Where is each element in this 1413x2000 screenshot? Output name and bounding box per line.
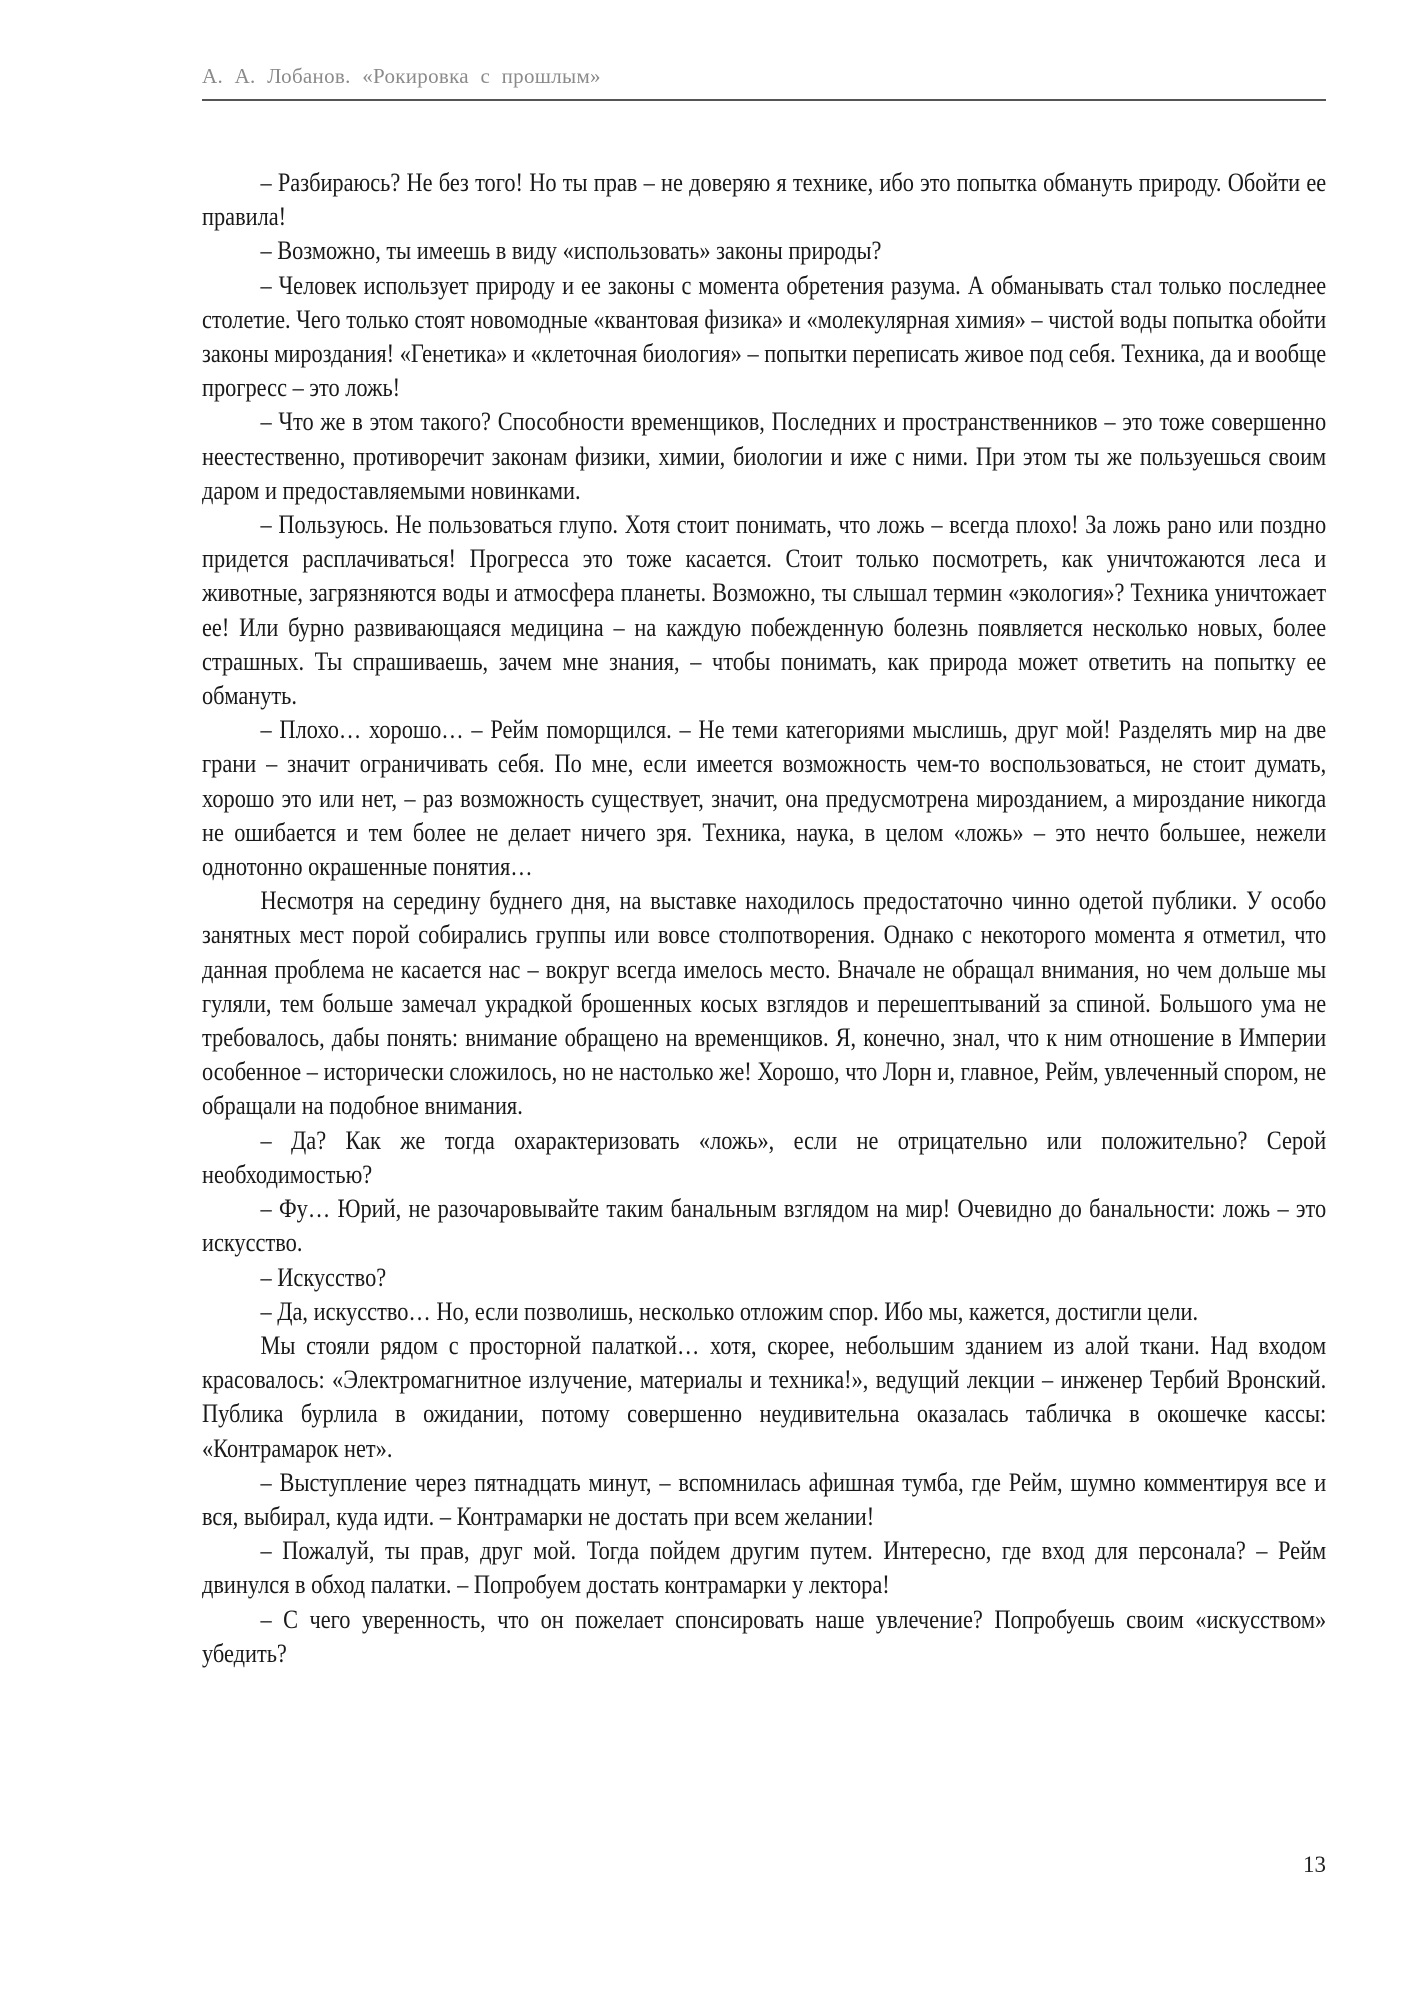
paragraph: – Разбираюсь? Не без того! Но ты прав – не доверяю я технике, ибо это попытка обмануть природу. Обойти ее правила! [202,168,1327,232]
paragraph: – Пожалуй, ты прав, друг мой. Тогда пойдем другим путем. Интересно, где вход для персонала? – Рейм двинулся в обход палатки. – Попробуем достать контрамарки у лектора! [202,1536,1327,1600]
text-column [202,166,1326,1671]
page-number: 13 [1303,1852,1326,1877]
paragraph: – Возможно, ты имеешь в виду «использовать» законы природы? [260,236,882,266]
header-divider [202,99,1326,101]
paragraph: – Фу… Юрий, не разочаровывайте таким банальным взглядом на мир! Очевидно до банальности: ложь – это искусство. [202,1194,1327,1258]
paragraph: – Да? Как же тогда охарактеризовать «ложь», если не отрицательно или положительно? Серой необходимостью? [202,1125,1327,1189]
paragraph: – Выступление через пятнадцать минут, – вспомнилась афишная тумба, где Рейм, шумно комментируя все и вся, выбирал, куда идти. – Контрамарки не достать при всем желании! [202,1467,1327,1531]
paragraph: Несмотря на середину буднего дня, на выставке находилось предостаточно чинно одетой публики. У особо занятных мест порой собирались группы или вовсе столпотворения. Однако с некоторого момента я отметил, что данная проблема не касается нас – вокруг всегда имелось место. Вначале не обращал внимания, но чем дольше мы гуляли, тем больше замечал украдкой брошенных косых взглядов и перешептываний за спиной. Большого ума не требовалось, дабы понять: внимание обращено на временщиков. Я, конечно, знал, что к ним отношение в Империи особенное – исторически сложилось, но не настолько же! Хорошо, что Лорн и, главное, Рейм, увлеченный спором, не обращали на подобное внимания. [202,886,1327,1121]
paragraph: – Что же в этом такого? Способности временщиков, Последних и пространственников – это тоже совершенно неестественно, противоречит законам физики, химии, биологии и иже с ними. При этом ты же пользуешься своим даром и предоставляемыми новинками. [202,407,1327,505]
paragraph: – Да, искусство… Но, если позволишь, несколько отложим спор. Ибо мы, кажется, достигли цели. [260,1296,1199,1326]
paragraph: – С чего уверенность, что он пожелает спонсировать наше увлечение? Попробуешь своим «искусством» убедить? [202,1604,1327,1668]
paragraph: Мы стояли рядом с просторной палаткой… хотя, скорее, небольшим зданием из алой ткани. Над входом красовалось: «Электромагнитное излучение, материалы и техника!», ведущий лекции – инженер Тербий Вронский. Публика бурлила в ожидании, потому совершенно неудивительна оказалась табличка в окошечке кассы: «Контрамарок нет». [202,1330,1327,1463]
paragraph: – Искусство? [260,1262,387,1292]
paragraph: – Человек использует природу и ее законы с момента обретения разума. А обманывать стал только последнее столетие. Чего только стоят новомодные «квантовая физика» и «молекулярная химия» – чистой воды попытка обойти законы мироздания! «Генетика» и «клеточная биология» – попытки переписать живое под себя. Техника, да и вообще прогресс – это ложь! [202,270,1327,403]
running-header: А. А. Лобанов. «Рокировка с прошлым» [202,64,601,88]
body-text [202,166,1326,1671]
paragraph: – Пользуюсь. Не пользоваться глупо. Хотя стоит понимать, что ложь – всегда плохо! За ложь рано или поздно придется расплачиваться! Прогресса это тоже касается. Стоит только посмотреть, как уничтожаются леса и животные, загрязняются воды и атмосфера планеты. Возможно, ты слышал термин «экология»? Техника уничтожает ее! Или бурно развивающаяся медицина – на каждую побежденную болезнь появляется несколько новых, более страшных. Ты спрашиваешь, зачем мне знания, – чтобы понимать, как природа может ответить на попытку ее обмануть. [202,510,1327,711]
paragraph: – Плохо… хорошо… – Рейм поморщился. – Не теми категориями мыслишь, друг мой! Разделять мир на две грани – значит ограничивать себя. По мне, если имеется возможность чем-то воспользоваться, не стоит думать, хорошо это или нет, – раз возможность существует, значит, она предусмотрена мирозданием, а мироздание никогда не ошибается и тем более не делает ничего зря. Техника, наука, в целом «ложь» – это нечто большее, нежели однотонно окрашенные понятия… [202,715,1327,882]
